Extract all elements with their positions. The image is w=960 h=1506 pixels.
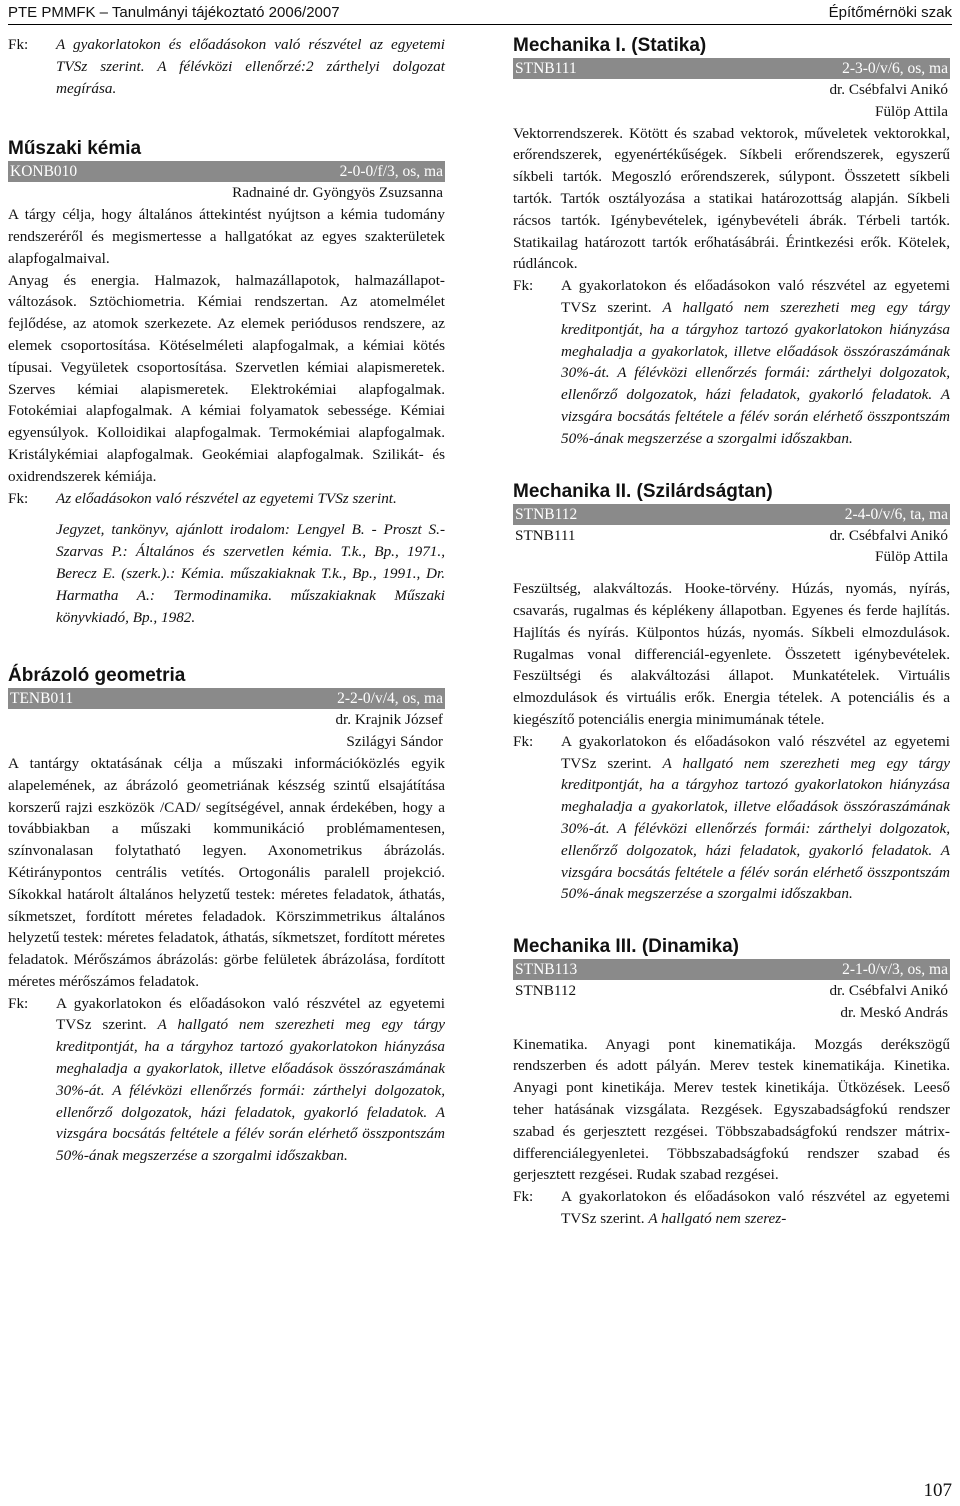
course-intro: A tárgy célja, hogy általános áttekintést nyújtson a kémia tudomány rendszeréről és megismertesse a hallgatókat az egyes szakterületek alapfogalmaival. <box>8 206 445 267</box>
header-right: Építőmérnöki szak <box>828 4 952 21</box>
course-code-bar <box>513 959 950 980</box>
course-lecturer: Radnainé dr. Gyöngyös Zsuzsanna <box>232 184 443 202</box>
fk-text <box>561 731 950 905</box>
course-title: Műszaki kémia <box>8 138 142 160</box>
course-lecturer-1: dr. Krajnik József <box>335 711 443 729</box>
course-mech2 <box>513 480 950 906</box>
course-body: A tantárgy oktatásának célja a műszaki információközlés egyik alapelemének, az ábrázoló geometriának készség szintű elsajátítása korszerű rajzi eszközök /CAD/ segítségével, annak érdekében, hogy a továbbiakban a műszaki kommunikáció problémamentesen, színvonalasan folytatható legyen. Axonometrikus ábrázolás. Kétiránypontos centrális vetítés. Ortogonális paralell projekció. Síkokkal határolt általános helyzetű testek: méretes feladatok, áthatás, síkmetszet, fordított méretes feladadok. Körszimmetrikus általános helyzetű testek: méretes feladatok, áthatás, síkmetszet, fordított méretes feladatok. Mérőszámos ábrázolás: görbe felületek ábrázolása, fordított méretes mérőszámos feladatok. <box>8 754 445 990</box>
course-lecturer-1: dr. Csébfalvi Anikó <box>829 982 948 1000</box>
course-body: Vektorrendszerek. Kötött és szabad vektorok, műveletek vektorokkal, erőrendszerek, egyenértékűségek. Síkbeli erőrendszerek, egyszerű síkbeli tartók. Megoszló erőrendszerek, súlypont. Összetett síkbeli tartók. Tartók osztályozása a statikai határozottság alapján. Síkbeli rácsos tartók. Igénybevételek, igénybevételi ábrák. Térbeli tartók. Statikailag határozott tartók erőhatásábrái. Érintkezési erők. Kötelek, rúdláncok. <box>513 124 950 273</box>
fk-text <box>56 993 445 1167</box>
course-code-bar <box>8 688 445 709</box>
course-body: Feszültség, alakváltozás. Hooke-törvény. Húzás, nyomás, nyírás, csavarás, rugalmas és képlékeny állapotban. Egyenes és ferde hajlítás. Hajlítás és nyírás. Külpontos húzás, nyomás. Síkbeli elmozdulások. Rugalmas vonal differenciál-egyenlete. Összetett igénybevételek. Feszültségi és alakváltozási állapot. Munkatételek. Virtuális elmozdulások és virtuális erők. Energia tételek. A potenciális és a kiegészítő potenciális energia minimumának tétele. <box>513 580 950 728</box>
course-geometria <box>8 664 445 1167</box>
course-title: Mechanika I. (Statika) <box>513 35 707 56</box>
course-fk <box>8 488 445 510</box>
fk-label: Fk: <box>513 732 534 750</box>
course-lecturer-1: dr. Csébfalvi Anikó <box>829 81 948 98</box>
right-column <box>513 34 950 1230</box>
course-code-bar <box>513 58 950 79</box>
course-lecturer-2: Fülöp Attila <box>875 102 948 120</box>
course-body: Kinematika. Anyagi pont kinematikája. Mozgás derékszögű rendszerben és adott pályán. Merev testek kinematikája. Kinetika. Anyagi pont kinetikája. Merev testek kinetikája. Ütközések. Leeső teher hatásának vizsgálata. Rezgések. Egyszabadságfokú rendszer szabad és gerjesztett rezgései. Többszabadságfokú rendszer mátrix-differenciálegyenletei. Többszabadságfokú rendszer szabad és gerjesztett rezgései. Rudak szabad rezgései. <box>513 1035 950 1184</box>
course-code: STNB113 <box>515 961 578 979</box>
course-lecturer-2: Fülöp Attila <box>875 548 948 566</box>
fk-text: Az előadásokon való részvétel az egyetemi TVSz szerint. <box>56 489 397 507</box>
course-credits: 2-1-0/v/3, os, ma <box>842 961 948 979</box>
course-code: KONB010 <box>10 163 78 181</box>
fk-normal-text: A gyakorlatokon és előadásokon való részvétel az egyetemi TVSz szerint. <box>561 1188 950 1228</box>
course-prereq: STNB112 <box>515 982 577 1000</box>
fk-normal-text: A gyakorlatokon és előadásokon való részvétel az egyetemi TVSz szerint. <box>561 732 950 772</box>
course-title: Ábrázoló geometria <box>8 665 186 687</box>
course-prereq: STNB111 <box>515 526 576 544</box>
course-literature: Jegyzet, tankönyv, ajánlott irodalom: Lengyel B. - Proszt S.-Szarvas P.: Általános és szervetlen kémia. T.k., Bp., 1971., Berecz E. (szerk.).: Kémia. műszakiaknak T.k., Bp., 1991., Dr. Harmatha A.: Termodinamika. műszakiaknak Műszaki könyvkiadó, Bp., 1982. <box>56 521 445 626</box>
course-fk <box>8 993 445 1167</box>
fk-label: Fk: <box>8 36 29 53</box>
top-fk-paragraph <box>8 34 445 99</box>
fk-italic-text: A hallgató nem szerezheti meg egy tárgy kreditpontját, ha a tárgyhoz tartozó gyakorlatokon hiányzása meghaladja a gyakorlatok, illetve előadások összóraszámának 30%-át. A félévközi ellenőrzés formái: zárthelyi dolgozatok, ellenőrző dolgozatok, házi feladatok, gyakorló feladatok. A vizsgára bocsátás feltétele a félév során elérhető összpontszám 50%-ának megszerzése a szorgalmi időszakban. <box>56 1016 446 1165</box>
course-prereq-row <box>513 980 950 1002</box>
left-column <box>8 34 445 1167</box>
course-fk <box>513 1186 950 1230</box>
page-number: 107 <box>923 1480 952 1501</box>
course-title: Mechanika III. (Dinamika) <box>513 936 739 958</box>
fk-label: Fk: <box>513 277 534 295</box>
page-header <box>8 2 952 25</box>
fk-italic-text: A hallgató nem szerezheti meg egy tárgy kreditpontját, ha a tárgyhoz tartozó gyakorlatokon hiányzása meghaladja a gyakorlatok, illetve előadások összóraszámának 30%-át. A félévközi ellenőrzés formái: zárthelyi dolgozatok, ellenőrző dolgozatok, házi feladatok, gyakorló feladatok. A vizsgára bocsátás feltétele a félév során elérhető összpontszám 50%-ának megszerzése a szorgalmi időszakban. <box>561 754 951 903</box>
course-topics: Anyag és energia. Halmazok, halmazállapotok, halmazállapot-változások. Sztöchiometria. Kémiai rendszertan. Az atomelmélet fejlődése, az atomok szerkezete. Az elemek periódusos rendszere, az elemek csoportosítása. Kötéselméleti alapfogalmak, a kémiai kötés típusai. Vegyületek csoportosítása. Szervetlen kémiai alapismeretek. Szerves kémiai alapismeretek. Elektrokémiai alapfogalmak. Fotokémiai alapfogalmak. A kémiai folyamatok sebessége. Kémiai egyensúlyok. Kolloidikai alapfogalmak. Termokémiai alapfogalmak. Kristálykémiai alapfogalmak. Geokémiai alapfogalmak. Szilikát- és oxidrendszerek kémiája. <box>8 271 445 485</box>
fk-italic-text: A hallgató nem szerezheti meg egy tárgy kreditpontját, ha a tárgyhoz tartozó gyakorlatokon hiányzása meghaladja a gyakorlatok, illetve előadások összóraszámának 30%-át. A félévközi ellenőrzés formái: zárthelyi dolgozatok, ellenőrző dolgozatok, házi feladatok, gyakorló feladatok. A vizsgára bocsátás feltétele a félév során elérhető összpontszám 50%-ának megszerzése a szorgalmi időszakban. <box>561 298 951 447</box>
course-mech3 <box>513 935 950 1230</box>
course-credits: 2-2-0/v/4, os, ma <box>337 690 443 708</box>
course-lecturer-2: dr. Meskó András <box>840 1003 948 1021</box>
course-lecturer-2: Szilágyi Sándor <box>346 733 443 751</box>
fk-label: Fk: <box>8 994 29 1012</box>
course-title: Mechanika II. (Szilárdságtan) <box>513 480 773 502</box>
header-left: PTE PMMFK – Tanulmányi tájékoztató 2006/2007 <box>8 4 340 21</box>
course-prereq-row <box>513 525 950 547</box>
fk-normal-text: A gyakorlatokon és előadásokon való részvétel az egyetemi TVSz szerint. <box>56 994 445 1034</box>
course-credits: 2-4-0/v/6, ta, ma <box>844 505 948 523</box>
course-lecturer-1: dr. Csébfalvi Anikó <box>829 526 948 544</box>
course-code-bar <box>8 161 445 182</box>
fk-text <box>561 275 950 449</box>
course-credits: 2-0-0/f/3, os, ma <box>339 163 443 181</box>
course-code: TENB011 <box>10 690 74 708</box>
course-mech1 <box>513 34 950 450</box>
course-kemia <box>8 137 445 628</box>
fk-label: Fk: <box>8 489 29 507</box>
course-fk <box>513 275 950 449</box>
fk-text: A gyakorlatokon és előadásokon való részvétel az egyetemi TVSz szerint. A félévközi ellenőrzé:2 zárthelyi dolgozat megírása. <box>56 36 445 97</box>
course-code: STNB112 <box>515 505 578 523</box>
fk-text <box>561 1186 950 1230</box>
course-code: STNB111 <box>515 60 577 77</box>
course-code-bar <box>513 504 950 525</box>
course-credits: 2-3-0/v/6, os, ma <box>842 60 948 77</box>
fk-italic-text: A hallgató nem szerez- <box>648 1210 787 1228</box>
course-fk <box>513 731 950 905</box>
fk-normal-text: A gyakorlatokon és előadásokon való részvétel az egyetemi TVSz szerint. <box>561 277 950 316</box>
fk-label: Fk: <box>513 1188 534 1206</box>
